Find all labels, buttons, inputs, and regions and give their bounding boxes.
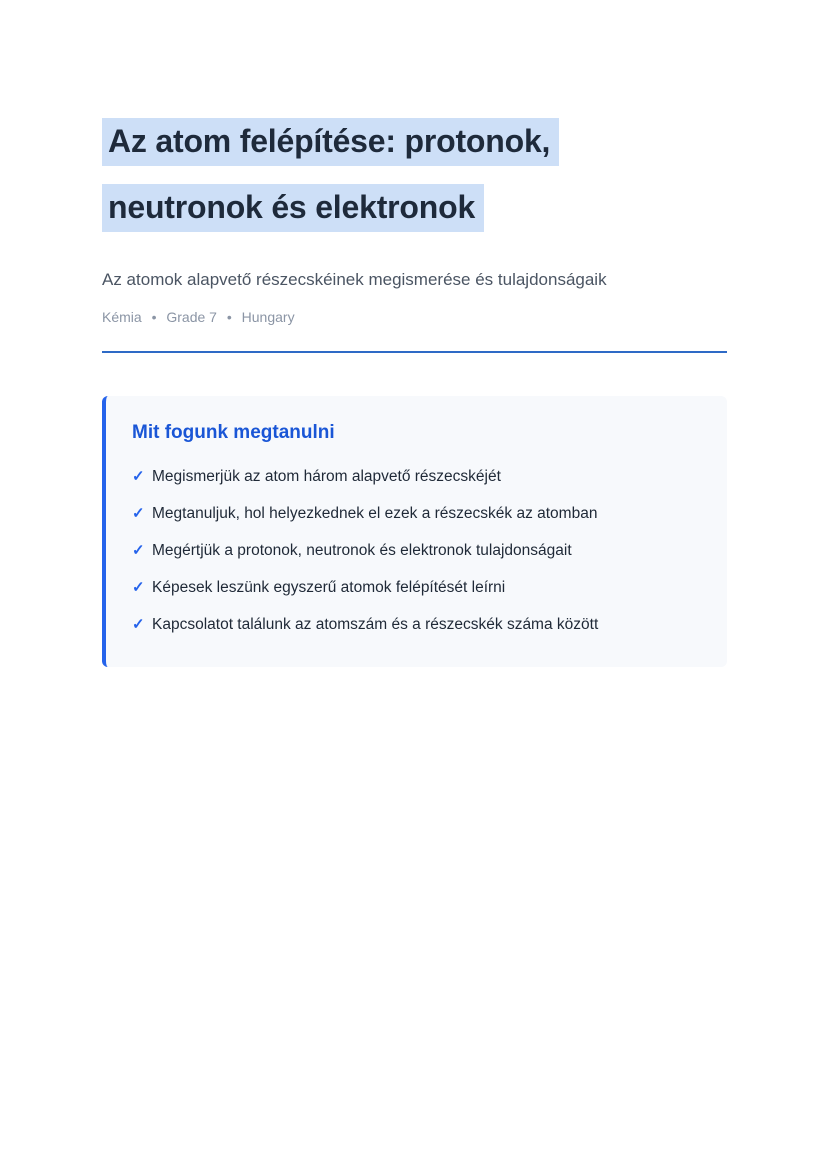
bullet-separator-icon: •	[226, 308, 232, 325]
page-title-line-1: Az atom felépítése: protonok,	[102, 118, 559, 166]
bullet-separator-icon: •	[151, 308, 157, 325]
check-icon: ✓	[132, 541, 145, 559]
page-title	[102, 108, 727, 240]
check-icon: ✓	[132, 504, 145, 522]
learning-objective-text: Megtanuljuk, hol helyezkednek el ezek a részecskék az atomban	[152, 504, 598, 522]
check-icon: ✓	[132, 467, 145, 485]
lesson-meta	[102, 309, 727, 325]
learning-objectives-list	[132, 466, 699, 635]
learning-objective-text: Képesek leszünk egyszerű atomok felépítését leírni	[152, 578, 506, 596]
learning-objective-text: Megismerjük az atom három alapvető részecskéjét	[152, 467, 501, 485]
check-icon: ✓	[132, 615, 145, 633]
page-subtitle: Az atomok alapvető részecskéinek megismerése és tulajdonságaik	[102, 270, 607, 289]
list-item	[132, 540, 699, 561]
learning-objective-text: Kapcsolatot találunk az atomszám és a részecskék száma között	[152, 615, 599, 633]
section-divider	[102, 351, 727, 353]
learning-objectives-card	[102, 396, 727, 667]
list-item	[132, 466, 699, 487]
meta-subject: Kémia	[102, 308, 142, 325]
meta-grade: Grade 7	[166, 308, 217, 325]
learning-objective-text: Megértjük a protonok, neutronok és elektronok tulajdonságait	[152, 541, 572, 559]
learning-objectives-heading: Mit fogunk megtanulni	[132, 421, 335, 443]
meta-country: Hungary	[241, 308, 295, 325]
page-title-line-2: neutronok és elektronok	[102, 184, 484, 232]
list-item	[132, 614, 699, 635]
check-icon: ✓	[132, 578, 145, 596]
list-item	[132, 577, 699, 598]
list-item	[132, 503, 699, 524]
